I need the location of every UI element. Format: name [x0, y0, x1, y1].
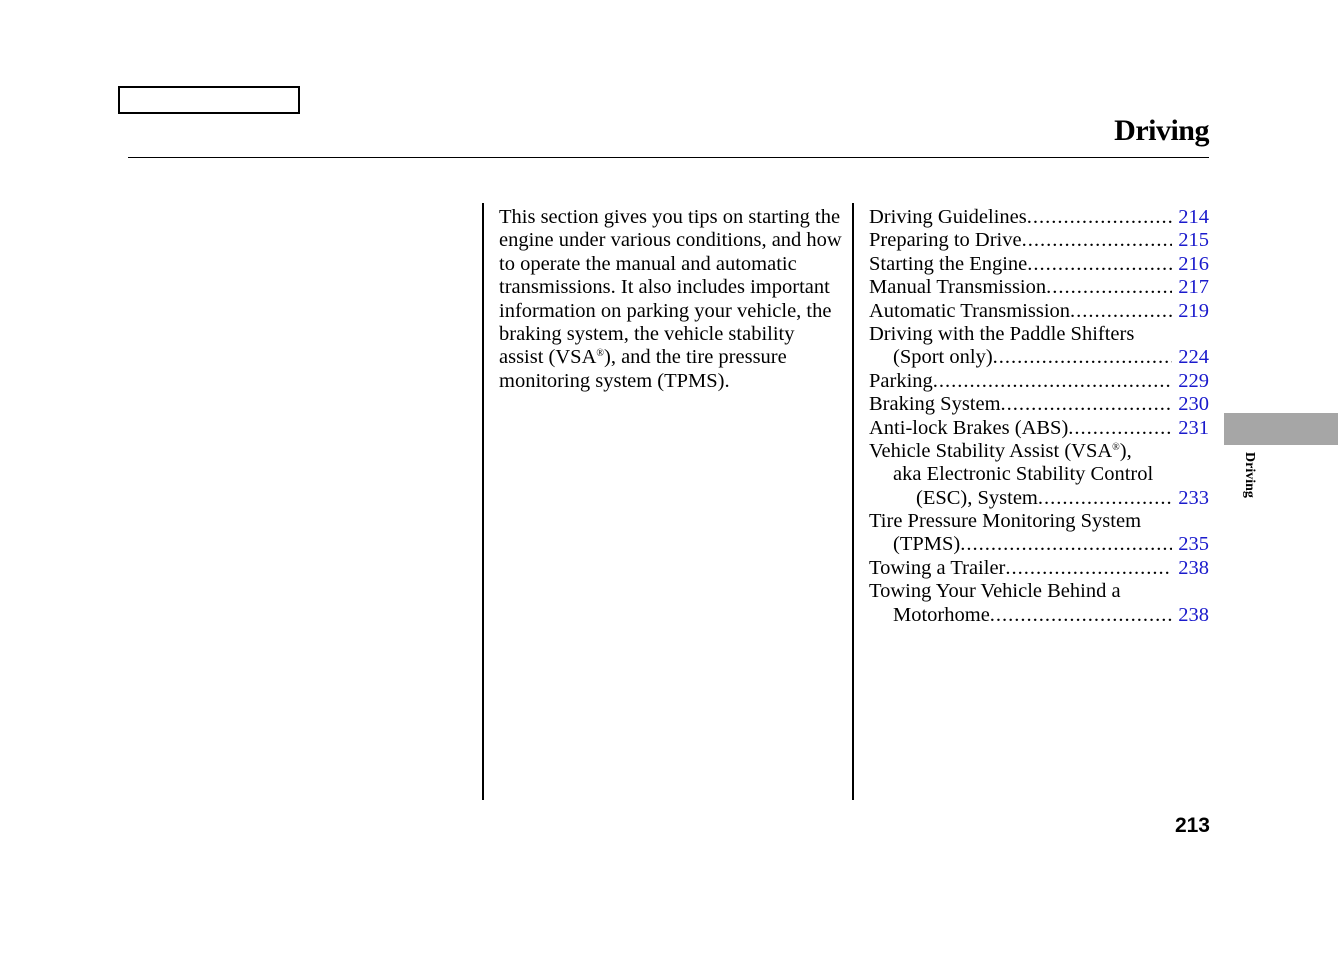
toc-page-link[interactable]: 238	[1178, 556, 1209, 579]
toc-label: Preparing to Drive	[869, 229, 1022, 252]
toc-label: Motorhome	[893, 603, 990, 626]
toc-leader	[990, 604, 1172, 627]
toc-label: (ESC), System	[916, 486, 1038, 509]
toc-page-link[interactable]: 229	[1178, 369, 1209, 392]
toc-entry-vsa-line	[869, 440, 1209, 463]
toc-label: Automatic Transmission	[869, 299, 1071, 322]
toc-leader	[960, 533, 1172, 556]
right-column-rule	[852, 203, 854, 800]
toc-entry-vsa-system[interactable]	[869, 487, 1209, 510]
toc-page-link[interactable]: 235	[1178, 533, 1209, 556]
toc-entry-paddle-shifters-line	[869, 323, 1209, 346]
toc-label: Towing Your Vehicle Behind a	[869, 580, 1121, 603]
toc-label-text: ),	[1119, 439, 1132, 462]
toc-entry-paddle-shifters[interactable]	[869, 346, 1209, 369]
toc-leader	[1027, 253, 1172, 276]
toc-entry-parking[interactable]	[869, 370, 1209, 393]
toc-page-link[interactable]: 216	[1178, 252, 1209, 275]
toc-label: Manual Transmission	[869, 276, 1047, 299]
toc-page-link[interactable]: 238	[1178, 603, 1209, 626]
toc-label	[869, 440, 1132, 463]
toc-page-link[interactable]: 233	[1178, 486, 1209, 509]
toc-label: Towing a Trailer	[869, 556, 1006, 579]
toc-label: Driving Guidelines	[869, 206, 1027, 228]
toc-label: Tire Pressure Monitoring System	[869, 510, 1142, 533]
toc-leader	[1068, 417, 1172, 440]
toc-entry-anti-lock-brakes[interactable]	[869, 417, 1209, 440]
toc-page-link[interactable]: 217	[1178, 276, 1209, 299]
toc-entry-driving-guidelines[interactable]	[869, 206, 1209, 229]
toc-page-link[interactable]: 224	[1178, 346, 1209, 369]
toc-leader	[1005, 557, 1172, 580]
section-intro	[499, 206, 844, 393]
toc-leader	[1046, 276, 1172, 299]
toc-entry-preparing-to-drive[interactable]	[869, 229, 1209, 252]
toc-label: (TPMS)	[893, 533, 961, 556]
toc-entry-motorhome-line	[869, 580, 1209, 603]
toc-entry-automatic-transmission[interactable]	[869, 300, 1209, 323]
toc-page-link[interactable]: 214	[1178, 206, 1209, 228]
toc-entry-tpms-line	[869, 510, 1209, 533]
toc-label: aka Electronic Stability Control	[893, 463, 1154, 486]
toc-leader	[1022, 229, 1173, 252]
toc-leader	[1070, 300, 1172, 323]
toc-page-link[interactable]: 219	[1178, 299, 1209, 322]
toc-entry-braking-system[interactable]	[869, 393, 1209, 416]
toc-label: Parking	[869, 369, 933, 392]
toc-leader	[993, 346, 1173, 369]
header-box	[118, 86, 300, 114]
toc-label: Anti-lock Brakes (ABS)	[869, 416, 1069, 439]
toc-label: Driving with the Paddle Shifters	[869, 322, 1135, 345]
intro-text: This section gives you tips on starting the engine under various conditions, and how to operate the manual and automatic transmissions. It also includes important information on parking your vehicle, the braking system, the vehicle stability assist (VSA	[499, 206, 842, 369]
toc-label: Braking System	[869, 393, 1001, 416]
toc-page-link[interactable]: 230	[1178, 393, 1209, 416]
intro-text-end: ), and the tire pressure monitoring system (TPMS).	[499, 346, 787, 392]
toc-entry-manual-transmission[interactable]	[869, 276, 1209, 299]
title-divider	[128, 157, 1209, 158]
toc-leader	[1001, 393, 1173, 416]
side-tab-label: Driving	[1242, 452, 1257, 498]
left-column-rule	[482, 203, 484, 800]
toc-leader	[1027, 206, 1173, 229]
registered-mark: ®	[1112, 441, 1120, 453]
toc-page-link[interactable]: 231	[1178, 416, 1209, 439]
toc-entry-esc-line	[869, 463, 1209, 486]
toc-page-link[interactable]: 215	[1178, 229, 1209, 252]
table-of-contents	[869, 206, 1209, 627]
toc-leader	[1038, 487, 1172, 510]
toc-label: (Sport only)	[893, 346, 993, 369]
toc-label-text: Vehicle Stability Assist (VSA	[869, 439, 1113, 462]
toc-entry-towing-trailer[interactable]	[869, 557, 1209, 580]
page-number: 213	[1174, 814, 1210, 837]
toc-entry-tpms[interactable]	[869, 533, 1209, 556]
toc-entry-motorhome[interactable]	[869, 604, 1209, 627]
page-title: Driving	[1114, 114, 1209, 147]
toc-leader	[933, 370, 1172, 393]
toc-label: Starting the Engine	[869, 252, 1028, 275]
section-side-tab[interactable]	[1224, 413, 1338, 445]
toc-entry-starting-the-engine[interactable]	[869, 253, 1209, 276]
registered-mark: ®	[596, 348, 604, 360]
